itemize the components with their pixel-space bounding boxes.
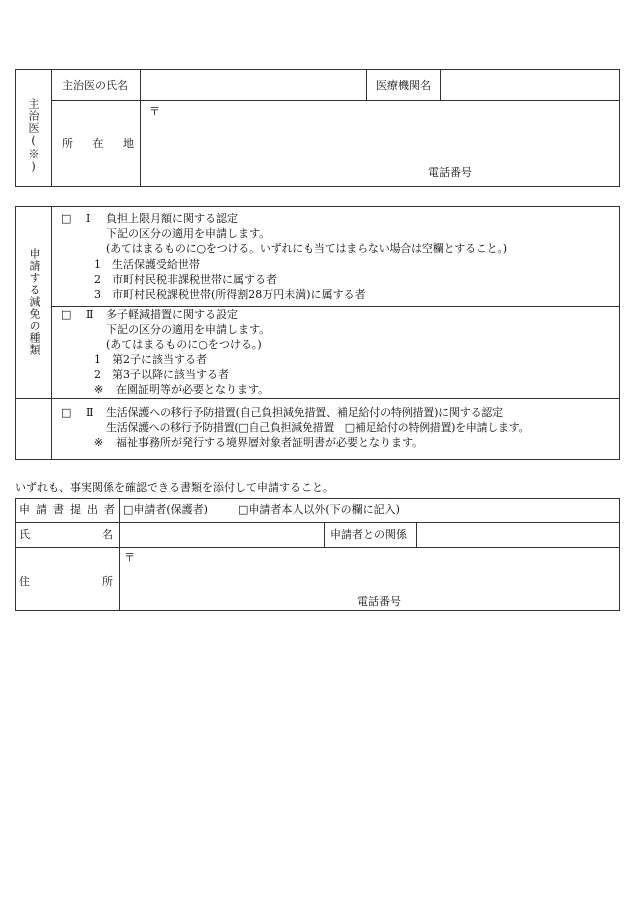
section2-note: 在園証明等が必要となります。 bbox=[116, 383, 270, 396]
label-char: 提 bbox=[70, 503, 81, 516]
address-char: 地 bbox=[123, 137, 134, 150]
section1-item-text: 市町村民税非課税世帯に属する者 bbox=[112, 273, 277, 286]
section2-numeral: Ⅱ bbox=[86, 308, 94, 321]
address-char: 在 bbox=[92, 137, 104, 150]
section1-line2: (あてはまるものに○をつける。いずれにも当てはまらない場合は空欄とすること。) bbox=[106, 242, 507, 255]
doctor-name-field[interactable] bbox=[142, 70, 364, 99]
section2-item-text: 第3子以降に該当する者 bbox=[112, 368, 229, 381]
divider bbox=[51, 206, 52, 460]
name-label bbox=[19, 528, 113, 542]
doctor-address-label bbox=[62, 137, 134, 151]
section1-item-num: 3 bbox=[94, 288, 101, 301]
section1-item-text: 生活保護受給世帯 bbox=[112, 258, 200, 271]
section2-title: 多子軽減措置に関する設定 bbox=[106, 308, 238, 321]
divider bbox=[15, 398, 620, 399]
institution-label: 医療機関名 bbox=[376, 79, 431, 92]
section1-title: 負担上限月額に関する認定 bbox=[106, 212, 238, 225]
section2-line2: (あてはまるものに○をつける。) bbox=[106, 338, 262, 351]
section2-item-text: 第2子に該当する者 bbox=[112, 353, 207, 366]
divider bbox=[51, 306, 620, 307]
label-char: 申 bbox=[19, 503, 30, 516]
divider bbox=[416, 522, 417, 547]
section2-checkbox[interactable]: □ bbox=[61, 308, 72, 321]
doctor-name-label: 主治医の氏名 bbox=[62, 79, 128, 92]
divider bbox=[440, 69, 441, 100]
label-char: 請 bbox=[36, 503, 47, 516]
applicant-address-label bbox=[19, 575, 113, 589]
section3-line1: 生活保護への移行予防措置(□自己負担減免措置 □補足給付の特例措置)を申請します。 bbox=[106, 421, 530, 434]
divider bbox=[140, 69, 141, 187]
label-char: 住 bbox=[19, 575, 30, 588]
divider bbox=[324, 522, 325, 547]
section2-item-num: 2 bbox=[94, 368, 101, 381]
divider bbox=[51, 69, 52, 187]
divider bbox=[119, 498, 120, 611]
relation-label: 申請者との関係 bbox=[330, 528, 407, 541]
institution-field[interactable] bbox=[442, 70, 618, 99]
label-char: 名 bbox=[102, 528, 113, 541]
section1-item-text: 市町村民税課税世帯(所得割28万円未満)に属する者 bbox=[112, 288, 366, 301]
section1-item-num: 1 bbox=[94, 258, 101, 271]
address-char: 所 bbox=[62, 137, 73, 150]
section1-item-num: 2 bbox=[94, 273, 101, 286]
doctor-address-field[interactable] bbox=[142, 102, 618, 185]
section3-note-mark: ※ bbox=[94, 436, 104, 449]
section2-note-mark: ※ bbox=[94, 383, 104, 396]
section1-checkbox[interactable]: □ bbox=[61, 212, 72, 225]
postal-mark: 〒 bbox=[149, 105, 160, 118]
postal-mark: 〒 bbox=[124, 551, 135, 564]
submitter-label bbox=[19, 503, 115, 517]
divider bbox=[366, 69, 367, 100]
name-field[interactable] bbox=[121, 523, 322, 546]
section3-checkbox[interactable]: □ bbox=[61, 406, 72, 419]
instruction-text: いずれも、事実関係を確認できる書類を添付して申請すること。 bbox=[15, 481, 334, 494]
section2-item-num: 1 bbox=[94, 353, 101, 366]
section3-note: 福祉事務所が発行する境界層対象者証明書が必要となります。 bbox=[116, 436, 424, 449]
phone-label: 電話番号 bbox=[428, 166, 472, 179]
reduction-side-label: 申請する減免の種類 bbox=[28, 248, 41, 356]
label-char: 者 bbox=[104, 503, 115, 516]
section3-title: 生活保護への移行予防措置(自己負担減免措置、補足給付の特例措置)に関する認定 bbox=[106, 406, 503, 419]
section3-numeral: Ⅱ bbox=[86, 406, 94, 419]
label-char: 氏 bbox=[19, 528, 30, 541]
section1-numeral: Ⅰ bbox=[86, 212, 91, 225]
label-char: 書 bbox=[53, 503, 64, 516]
relation-field[interactable] bbox=[418, 523, 618, 546]
section1-line1: 下記の区分の適用を申請します。 bbox=[106, 227, 271, 240]
label-char: 所 bbox=[102, 575, 113, 588]
phone-label: 電話番号 bbox=[357, 595, 401, 608]
divider bbox=[51, 100, 620, 101]
section2-line1: 下記の区分の適用を申請します。 bbox=[106, 323, 271, 336]
option-applicant[interactable]: □申請者(保護者) bbox=[123, 503, 208, 516]
label-char: 出 bbox=[87, 503, 98, 516]
doctor-side-label: 主治医(※) bbox=[27, 98, 40, 174]
option-other-person[interactable]: □申請者本人以外(下の欄に記入) bbox=[238, 503, 400, 516]
